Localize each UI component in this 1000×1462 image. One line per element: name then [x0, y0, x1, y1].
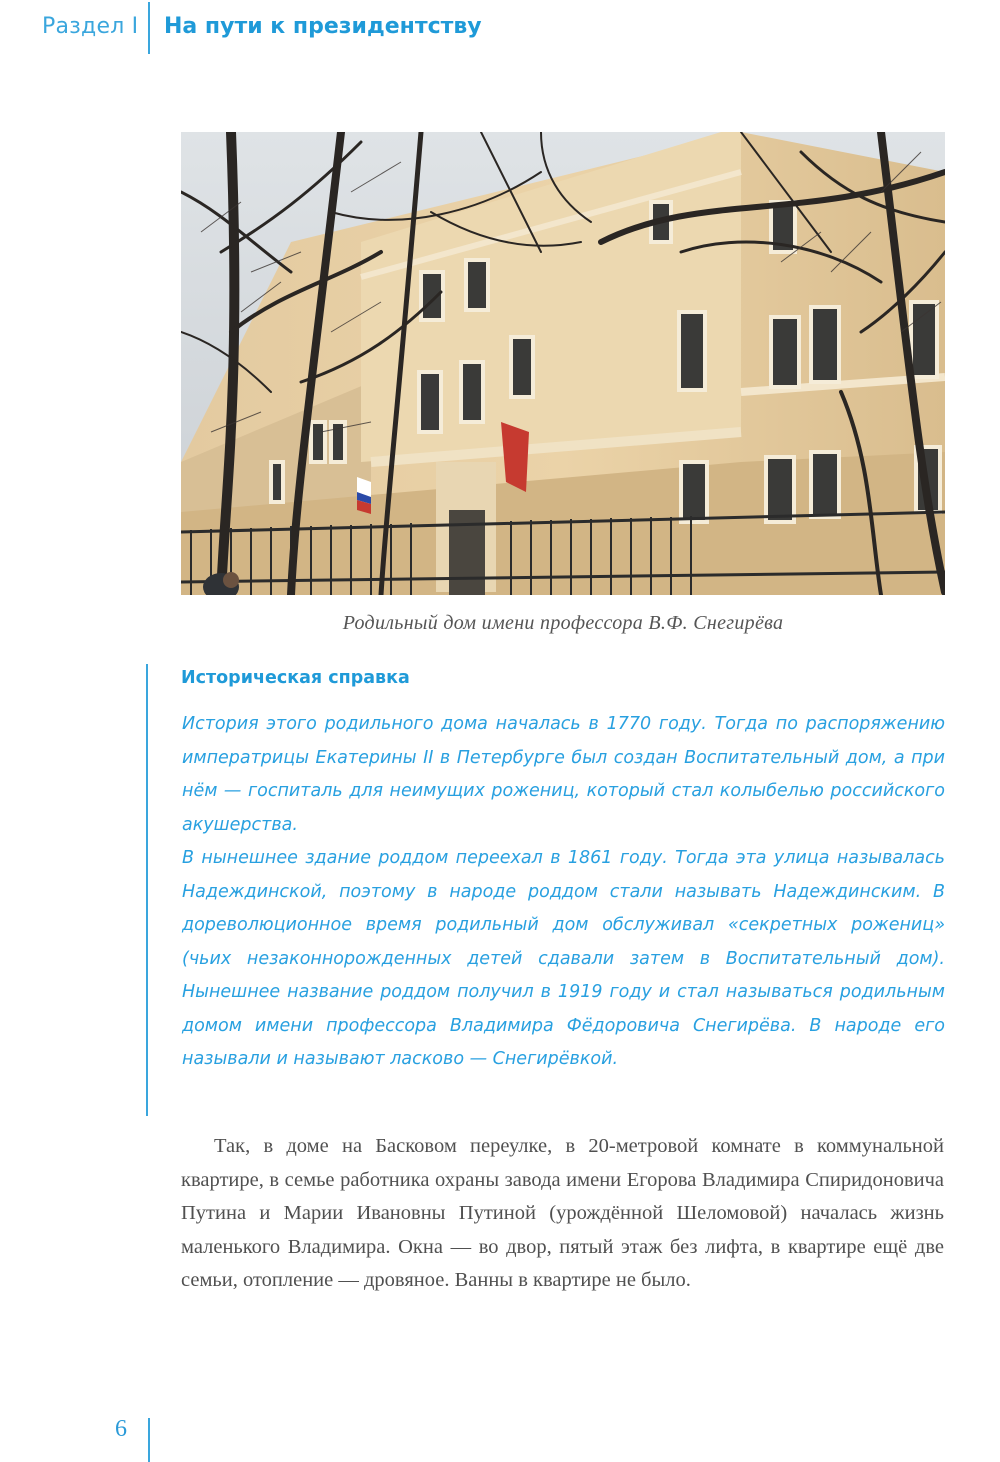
reference-paragraph: В нынешнее здание роддом переехал в 1861 году. Тогда эта улица называлась Надеждинской, поэтому в народе роддом стали называть Надеждинским. В дореволюционное время родильный дом обслуживал «секретных рожениц» (чьих незаконнорожденных детей сдавали затем в Воспитательный дом). Нынешнее название роддом получил в 1919 году и стал называться родильным домом имени профессора Владимира Фёдоровича Снегирёва. В народе его называли и называют ласково — Снегирёвкой. — [182, 848, 945, 1069]
page-header — [0, 0, 1000, 60]
page-number: 6 — [115, 1416, 127, 1442]
historical-reference-box — [146, 664, 948, 1116]
main-text — [181, 1130, 944, 1298]
maternity-hospital-photo — [181, 132, 945, 595]
reference-body — [182, 708, 945, 1077]
chapter-title: На пути к президентству — [164, 14, 482, 39]
photo-caption: Родильный дом имени профессора В.Ф. Снегирёва — [342, 612, 784, 634]
section-label: Раздел I — [42, 14, 139, 39]
reference-paragraph: История этого родильного дома началась в 1770 году. Тогда по распоряжению императрицы Екатерины II в Петербурге был создан Воспитательный дом, а при нём — госпиталь для неимущих рожениц, который стал колыбелью российского акушерства. — [182, 714, 945, 835]
header-divider — [148, 2, 150, 54]
footer-divider — [148, 1418, 150, 1462]
reference-heading: Историческая справка — [181, 668, 410, 688]
body-paragraph: Так, в доме на Басковом переулке, в 20-метровой комнате в коммунальной квартире, в семье работника охраны завода имени Егорова Владимира Спиридоновича Путина и Марии Ивановны Путиной (урождённой Шеломовой) началась жизнь маленького Владимира. Окна — во двор, пятый этаж без лифта, в квартире ещё две семьи, отопление — дровяное. Ванны в квартире не было. — [181, 1135, 944, 1291]
